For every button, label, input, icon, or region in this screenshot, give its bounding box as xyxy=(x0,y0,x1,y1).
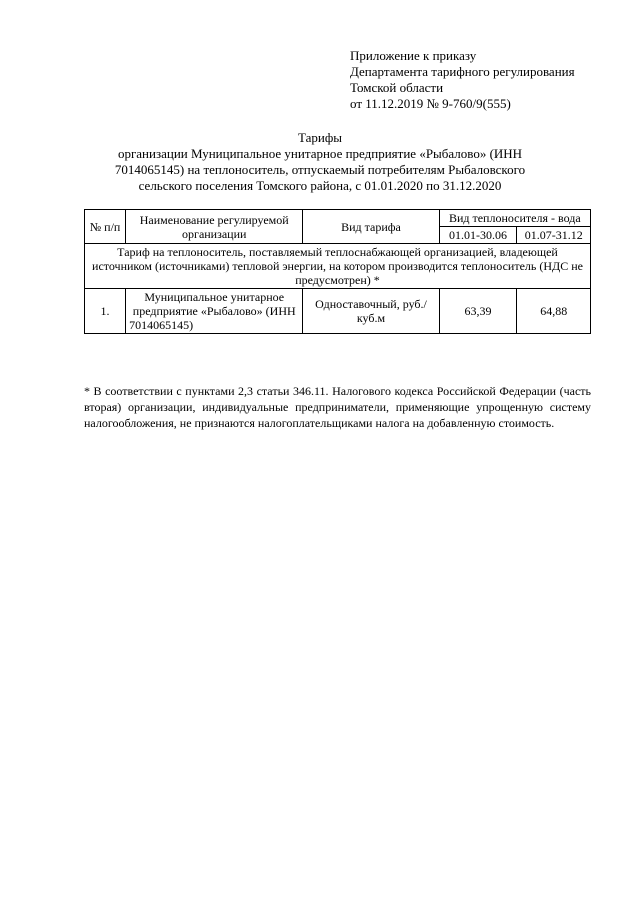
header-num: № п/п xyxy=(85,210,126,244)
title-heading: Тарифы xyxy=(297,130,342,145)
title-line: 7014065145) на теплоноситель, отпускаемый потребителям Рыбаловского xyxy=(114,162,526,177)
row-period-1-value: 63,39 xyxy=(439,289,517,334)
header-period-2: 01.07-31.12 xyxy=(517,227,591,244)
header-tariff-type: Вид тарифа xyxy=(303,210,439,244)
appendix-line: от 11.12.2019 № 9-760/9(555) xyxy=(350,96,511,111)
row-tariff-type: Одноставочный, руб./куб.м xyxy=(303,289,439,334)
title-line: организации Муниципальное унитарное предприятие «Рыбалово» (ИНН xyxy=(117,146,523,161)
row-num: 1. xyxy=(85,289,126,334)
table-section-row xyxy=(85,244,591,289)
document-title xyxy=(100,130,540,194)
title-line: сельского поселения Томского района, с 01.01.2020 по 31.12.2020 xyxy=(138,178,502,193)
appendix-line: Приложение к приказу xyxy=(350,48,477,63)
table-row xyxy=(85,289,591,334)
tariff-table xyxy=(84,209,591,334)
header-org-name: Наименование регулируемой организации xyxy=(126,210,303,244)
row-period-2-value: 64,88 xyxy=(517,289,591,334)
footnote: * В соответствии с пунктами 2,3 статьи 346.11. Налогового кодекса Российской Федерации (часть вторая) организации, индивидуальные предприниматели, применяющие упрощенную систему налогообложения, не признаются налогоплательщиками налога на добавленную стоимость. xyxy=(84,384,591,430)
section-title: Тариф на теплоноситель, поставляемый теплоснабжающей организацией, владеющей источником (источниками) тепловой энергии, на котором производится теплоноситель (НДС не предусмотрен) * xyxy=(85,244,591,289)
appendix-line: Томской области xyxy=(350,80,444,95)
appendix-line: Департамента тарифного регулирования xyxy=(350,64,575,79)
table-header-row xyxy=(85,210,591,227)
row-org-name: Муниципальное унитарное предприятие «Рыбалово» (ИНН 7014065145) xyxy=(126,289,303,334)
appendix-header xyxy=(350,48,575,112)
header-period-1: 01.01-30.06 xyxy=(439,227,517,244)
header-carrier: Вид теплоносителя - вода xyxy=(439,210,590,227)
